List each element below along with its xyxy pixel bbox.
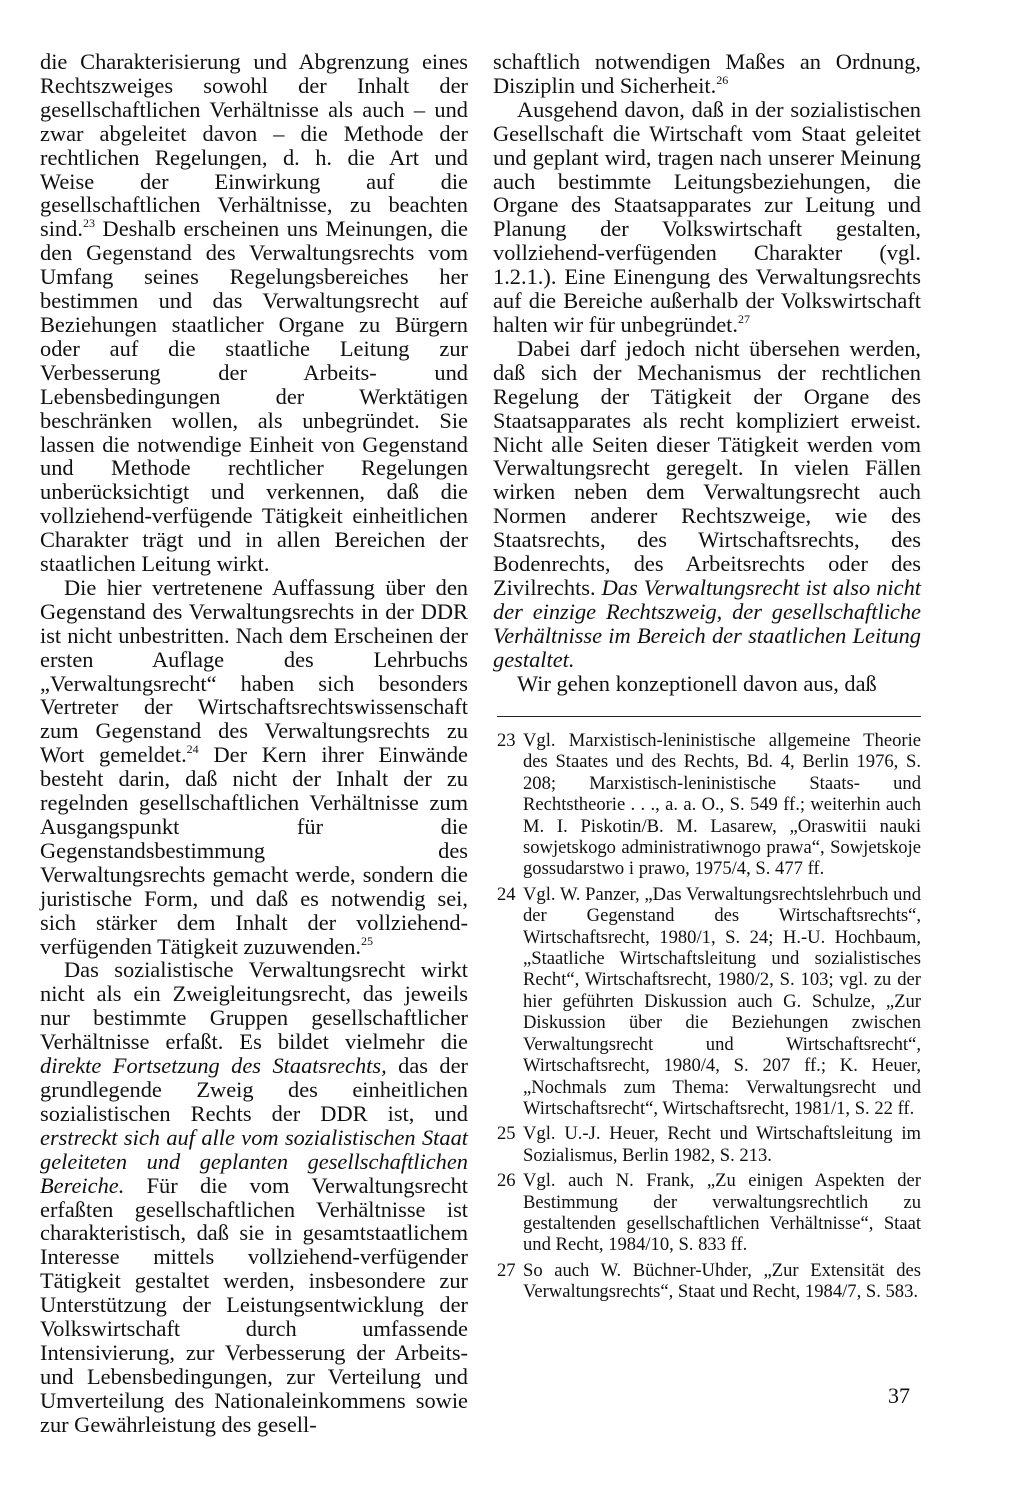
paragraph: [493, 672, 921, 696]
footnote-ref: 26: [716, 72, 729, 87]
footnote-text: Vgl. Marxistisch-leninistische allgemeine Theorie des Staates und des Rechts, Bd. 4, Berlin 1976, S. 208; Marxistisch-leninistische Staats- und Rechtstheorie . . ., a. a. O., S. 549 ff.; weiterhin auch M. I. Piskotin/B. M. Lasarew, „Oraswitii nauki sowjetskogo administratiwnogo prawa“, Sowjetskoje gossudarstwo i prawo, 1975/4, S. 477 ff.: [523, 730, 921, 880]
footnote: [497, 1170, 921, 1256]
paragraph-text: Deshalb erscheinen uns Meinungen, die den Gegenstand des Verwaltungsrechts vom Umfang seines Regelungsbereiches her bestimmen und das Verwaltungsrecht auf Beziehungen staatlicher Organe zu Bürgern oder auf die staatliche Leitung zur Verbesserung der Arbeits- und Lebensbedingungen der Werktätigen beschränken wollen, als unbegründet. Sie lassen die notwendige Einheit von Gegenstand und Methode rechtlicher Regelungen unberücksichtigt und verkennen, daß die vollziehend-verfügende Tätigkeit einheitlichen Charakter trägt und in allen Bereichen der staatlichen Leitung wirkt.: [40, 216, 468, 577]
footnote-ref: 25: [361, 933, 374, 948]
footnote-number: 23: [497, 730, 516, 751]
paragraph: [493, 50, 921, 98]
paragraph-text: Die hier vertretenene Auffassung über den Gegenstand des Verwaltungsrechts in der DDR ist nicht unbestritten. Nach dem Erscheinen der ersten Auflage des Lehrbuchs „Verwaltungsrecht“ haben sich besonders Vertreter der Wirtschaftsrechtswissenschaft zum Gegenstand des Verwaltungsrechts zu Wort gemeldet.: [40, 574, 468, 768]
emphasis-text: erstreckt sich auf alle vom sozialistischen Staat geleiteten und geplanten gesellschaftlichen Bereiche.: [40, 1124, 468, 1198]
left-column: [40, 50, 468, 1437]
paragraph: [40, 958, 468, 1436]
footnote-text: Vgl. auch N. Frank, „Zu einigen Aspekten der Bestimmung der verwaltungsrechtlich zu gestaltenden gesellschaftlichen Verhältnisse“, Staat und Recht, 1984/10, S. 833 ff.: [523, 1170, 921, 1256]
paragraph-text: Der Kern ihrer Einwände besteht darin, daß nicht der Inhalt der zu regelnden gesellschaftlichen Verhältnisse zum Ausgangspunkt für die Gegenstandsbestimmung des Verwaltungsrechts gemacht werde, sondern die juristische Form, und daß es notwendig sei, sich stärker dem Inhalt der vollziehend-verfügenden Tätigkeit zuzuwenden.: [40, 742, 468, 959]
paragraph-text: Für die vom Verwaltungsrecht erfaßten gesellschaftlichen Verhältnisse ist charakteristisch, daß sie in gesamtstaatlichem Interesse mittels vollziehend-verfügender Tätigkeit gestaltet werden, insbesondere zur Unterstützung der Leistungsentwicklung der Volkswirtschaft durch umfassende Intensivierung, zur Verbesserung der Arbeits- und Lebensbedingungen, zur Verteilung und Umverteilung des Nationaleinkommens sowie zur Gewährleistung des gesell-: [40, 1172, 468, 1437]
paragraph-text: Dabei darf jedoch nicht übersehen werden, daß sich der Mechanismus der rechtlichen Regelung der Tätigkeit der Organe des Staatsapparates als recht kompliziert erweist. Nicht alle Seiten dieser Tätigkeit werden vom Verwaltungsrecht geregelt. In vielen Fällen wirken neben dem Verwaltungsrecht auch Normen anderer Rechtszweige, wie des Staatsrechts, des Wirtschaftsrechts, des Bodenrechts, des Arbeitsrechts oder des Zivilrechts.: [493, 335, 921, 600]
footnote-number: 27: [497, 1259, 516, 1281]
footnote-text: Vgl. U.-J. Heuer, Recht und Wirtschaftsleitung im Sozialismus, Berlin 1982, S. 213.: [523, 1123, 921, 1166]
footnote: [497, 1123, 921, 1166]
footnote: [497, 1260, 921, 1303]
footnotes: [497, 730, 921, 1307]
footnote: [497, 730, 921, 880]
footnote-number: 25: [497, 1123, 516, 1145]
emphasis-text: direkte Fortsetzung des Staatsrechts,: [40, 1053, 387, 1079]
paragraph-text: Ausgehend davon, daß in der sozialistischen Gesellschaft die Wirtschaft vom Staat geleitet und geplant wird, tragen nach unserer Meinung auch bestimmte Leitungsbeziehungen, die Organe des Staatsapparates zur Leitung und Planung der Volkswirtschaft gestalten, vollziehend-verfügenden Charakter (vgl. 1.2.1.). Eine Einengung des Verwaltungsrechts auf die Bereiche außerhalb der Volkswirtschaft halten wir für unbegründet.: [493, 96, 921, 337]
paragraph-text: die Charakterisierung und Abgrenzung eines Rechtszweiges sowohl der Inhalt der gesellschaftlichen Verhältnisse als auch – und zwar abgeleitet davon – die Methode der rechtlichen Regelungen, d. h. die Art und Weise der Einwirkung auf die gesellschaftlichen Verhältnisse, zu beachten sind.: [40, 49, 468, 242]
footnote-text: So auch W. Büchner-Uhder, „Zur Extensität des Verwaltungsrechts“, Staat und Recht, 1984/7, S. 583.: [523, 1259, 921, 1303]
paragraph: [40, 576, 468, 959]
emphasis-text: Das Verwaltungsrecht ist also nicht der einzige Rechtszweig, der gesellschaftliche Verhältnisse im Bereich der staatlichen Leitung gestaltet.: [493, 574, 921, 672]
footnote-number: 24: [497, 883, 516, 905]
footnote-text: Vgl. W. Panzer, „Das Verwaltungsrechtslehrbuch und der Gegenstand des Wirtschaftsrechts“, Wirtschaftsrecht, 1980/1, S. 24; H.-U. Hochbaum, „Staatliche Wirtschaftsleitung und sozialistisches Recht“, Wirtschaftsrecht, 1980/2, S. 103; vgl. zu der hier geführten Diskussion auch G. Schulze, „Zur Diskussion über die Beziehungen zwischen Verwaltungsrecht und Wirtschaftsrecht“, Wirtschaftsrecht, 1980/4, S. 207 ff.; K. Heuer, „Nochmals zum Thema: Verwaltungsrecht und Wirtschaftsrecht“, Wirtschaftsrecht, 1981/1, S. 22 ff.: [523, 883, 921, 1119]
footnote-number: 26: [497, 1170, 516, 1192]
paragraph: [40, 50, 468, 576]
paragraph: [493, 98, 921, 337]
page-number: 37: [888, 1383, 910, 1408]
footnote: [497, 884, 921, 1119]
paragraph-text: das der grundlegende Zweig des einheitlichen sozialistischen Rechts der DDR ist, und: [40, 1053, 468, 1126]
paragraph-text: Wir gehen konzeptionell davon aus, daß: [517, 670, 877, 696]
paragraph: [493, 337, 921, 672]
paragraph-text: schaftlich notwendigen Maßes an Ordnung, Disziplin und Sicherheit.: [493, 49, 921, 98]
footnote-ref: 27: [737, 311, 750, 326]
footnote-ref: 24: [186, 742, 199, 757]
paragraph-text: Das sozialistische Verwaltungsrecht wirkt nicht als ein Zweigleitungsrecht, das jeweils nur bestimmte Gruppen gesellschaftlicher Verhältnisse erfaßt. Es bildet vielmehr die: [40, 957, 468, 1055]
right-column: [493, 50, 921, 695]
footnote-divider: [497, 716, 921, 717]
footnote-ref: 23: [82, 216, 95, 231]
